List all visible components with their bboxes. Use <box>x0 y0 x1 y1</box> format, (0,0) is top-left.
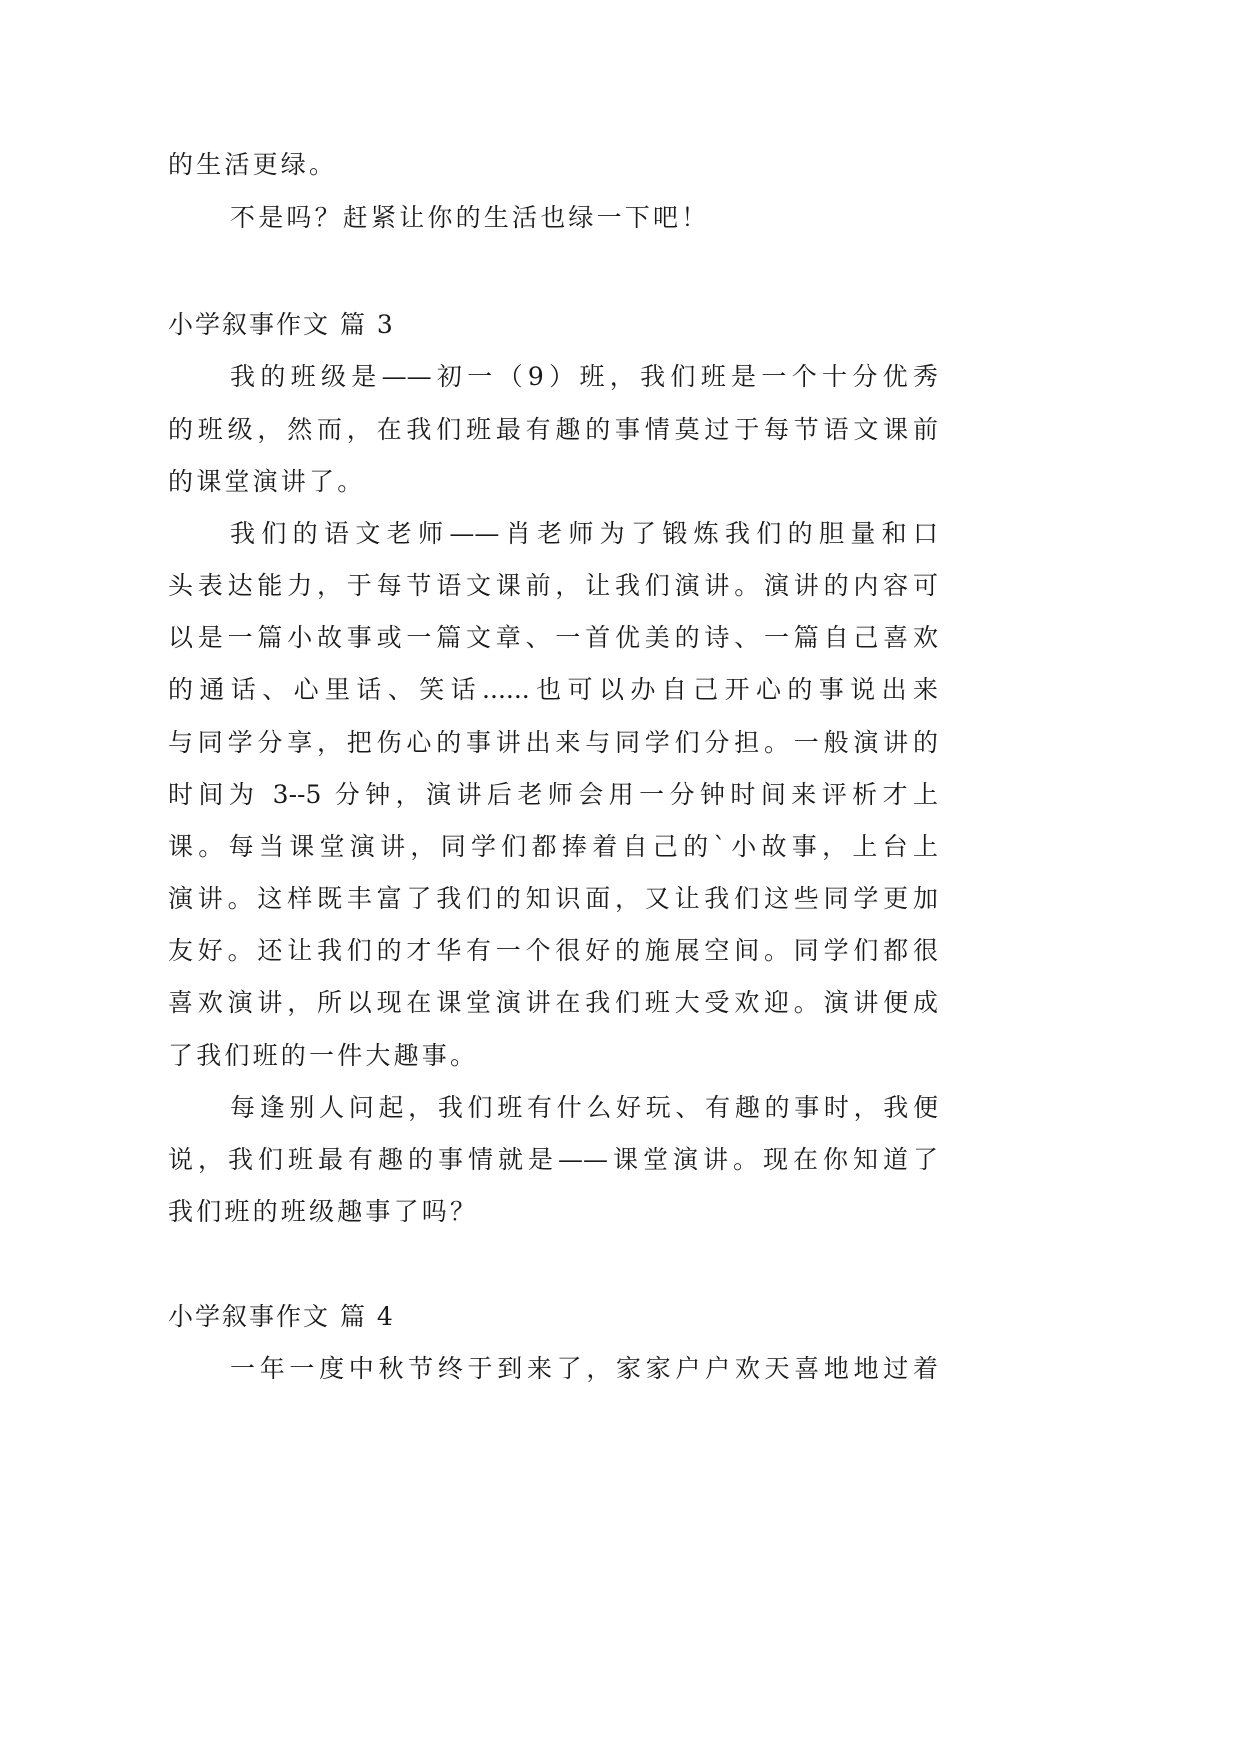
text-line: 我们班的班级趣事了吗？ <box>168 1197 479 1226</box>
text-line: 一年一度中秋节终于到来了，家家户户欢天喜地地过着 <box>230 1354 938 1383</box>
text-line: 与同学分享，把伤心的事讲出来与同学们分担。一般演讲的 <box>168 728 938 757</box>
text-line: 时间为 3--5 分钟，演讲后老师会用一分钟时间来评析才上 <box>168 780 938 809</box>
text-line: 不是吗？赶紧让你的生活也绿一下吧！ <box>230 203 710 232</box>
text-line: 了我们班的一件大趣事。 <box>168 1041 479 1070</box>
text-line: 的生活更绿。 <box>168 150 338 179</box>
text-line: 以是一篇小故事或一篇文章、一首优美的诗、一篇自己喜欢 <box>168 623 938 652</box>
section-heading: 小学叙事作文 篇 3 <box>168 310 395 339</box>
text-line: 每逢别人问起，我们班有什么好玩、有趣的事时，我便 <box>230 1093 938 1122</box>
text-line: 友好。还让我们的才华有一个很好的施展空间。同学们都很 <box>168 936 938 965</box>
text-line: 的班级，然而，在我们班最有趣的事情莫过于每节语文课前 <box>168 415 938 444</box>
text-line: 的课堂演讲了。 <box>168 467 366 496</box>
text-line: 演讲。这样既丰富了我们的知识面，又让我们这些同学更加 <box>168 884 938 913</box>
text-line: 我的班级是——初一（9）班，我们班是一个十分优秀 <box>230 362 938 391</box>
text-line: 喜欢演讲，所以现在课堂演讲在我们班大受欢迎。演讲便成 <box>168 988 938 1017</box>
section-heading: 小学叙事作文 篇 4 <box>168 1302 395 1331</box>
text-line: 我们的语文老师——肖老师为了锻炼我们的胆量和口 <box>230 519 938 548</box>
text-line: 说，我们班最有趣的事情就是——课堂演讲。现在你知道了 <box>168 1145 938 1174</box>
text-line: 头表达能力，于每节语文课前，让我们演讲。演讲的内容可 <box>168 571 938 600</box>
text-line: 课。每当课堂演讲，同学们都捧着自己的`小故事，上台上 <box>168 832 938 861</box>
text-line: 的通话、心里话、笑话......也可以办自己开心的事说出来 <box>168 675 938 704</box>
